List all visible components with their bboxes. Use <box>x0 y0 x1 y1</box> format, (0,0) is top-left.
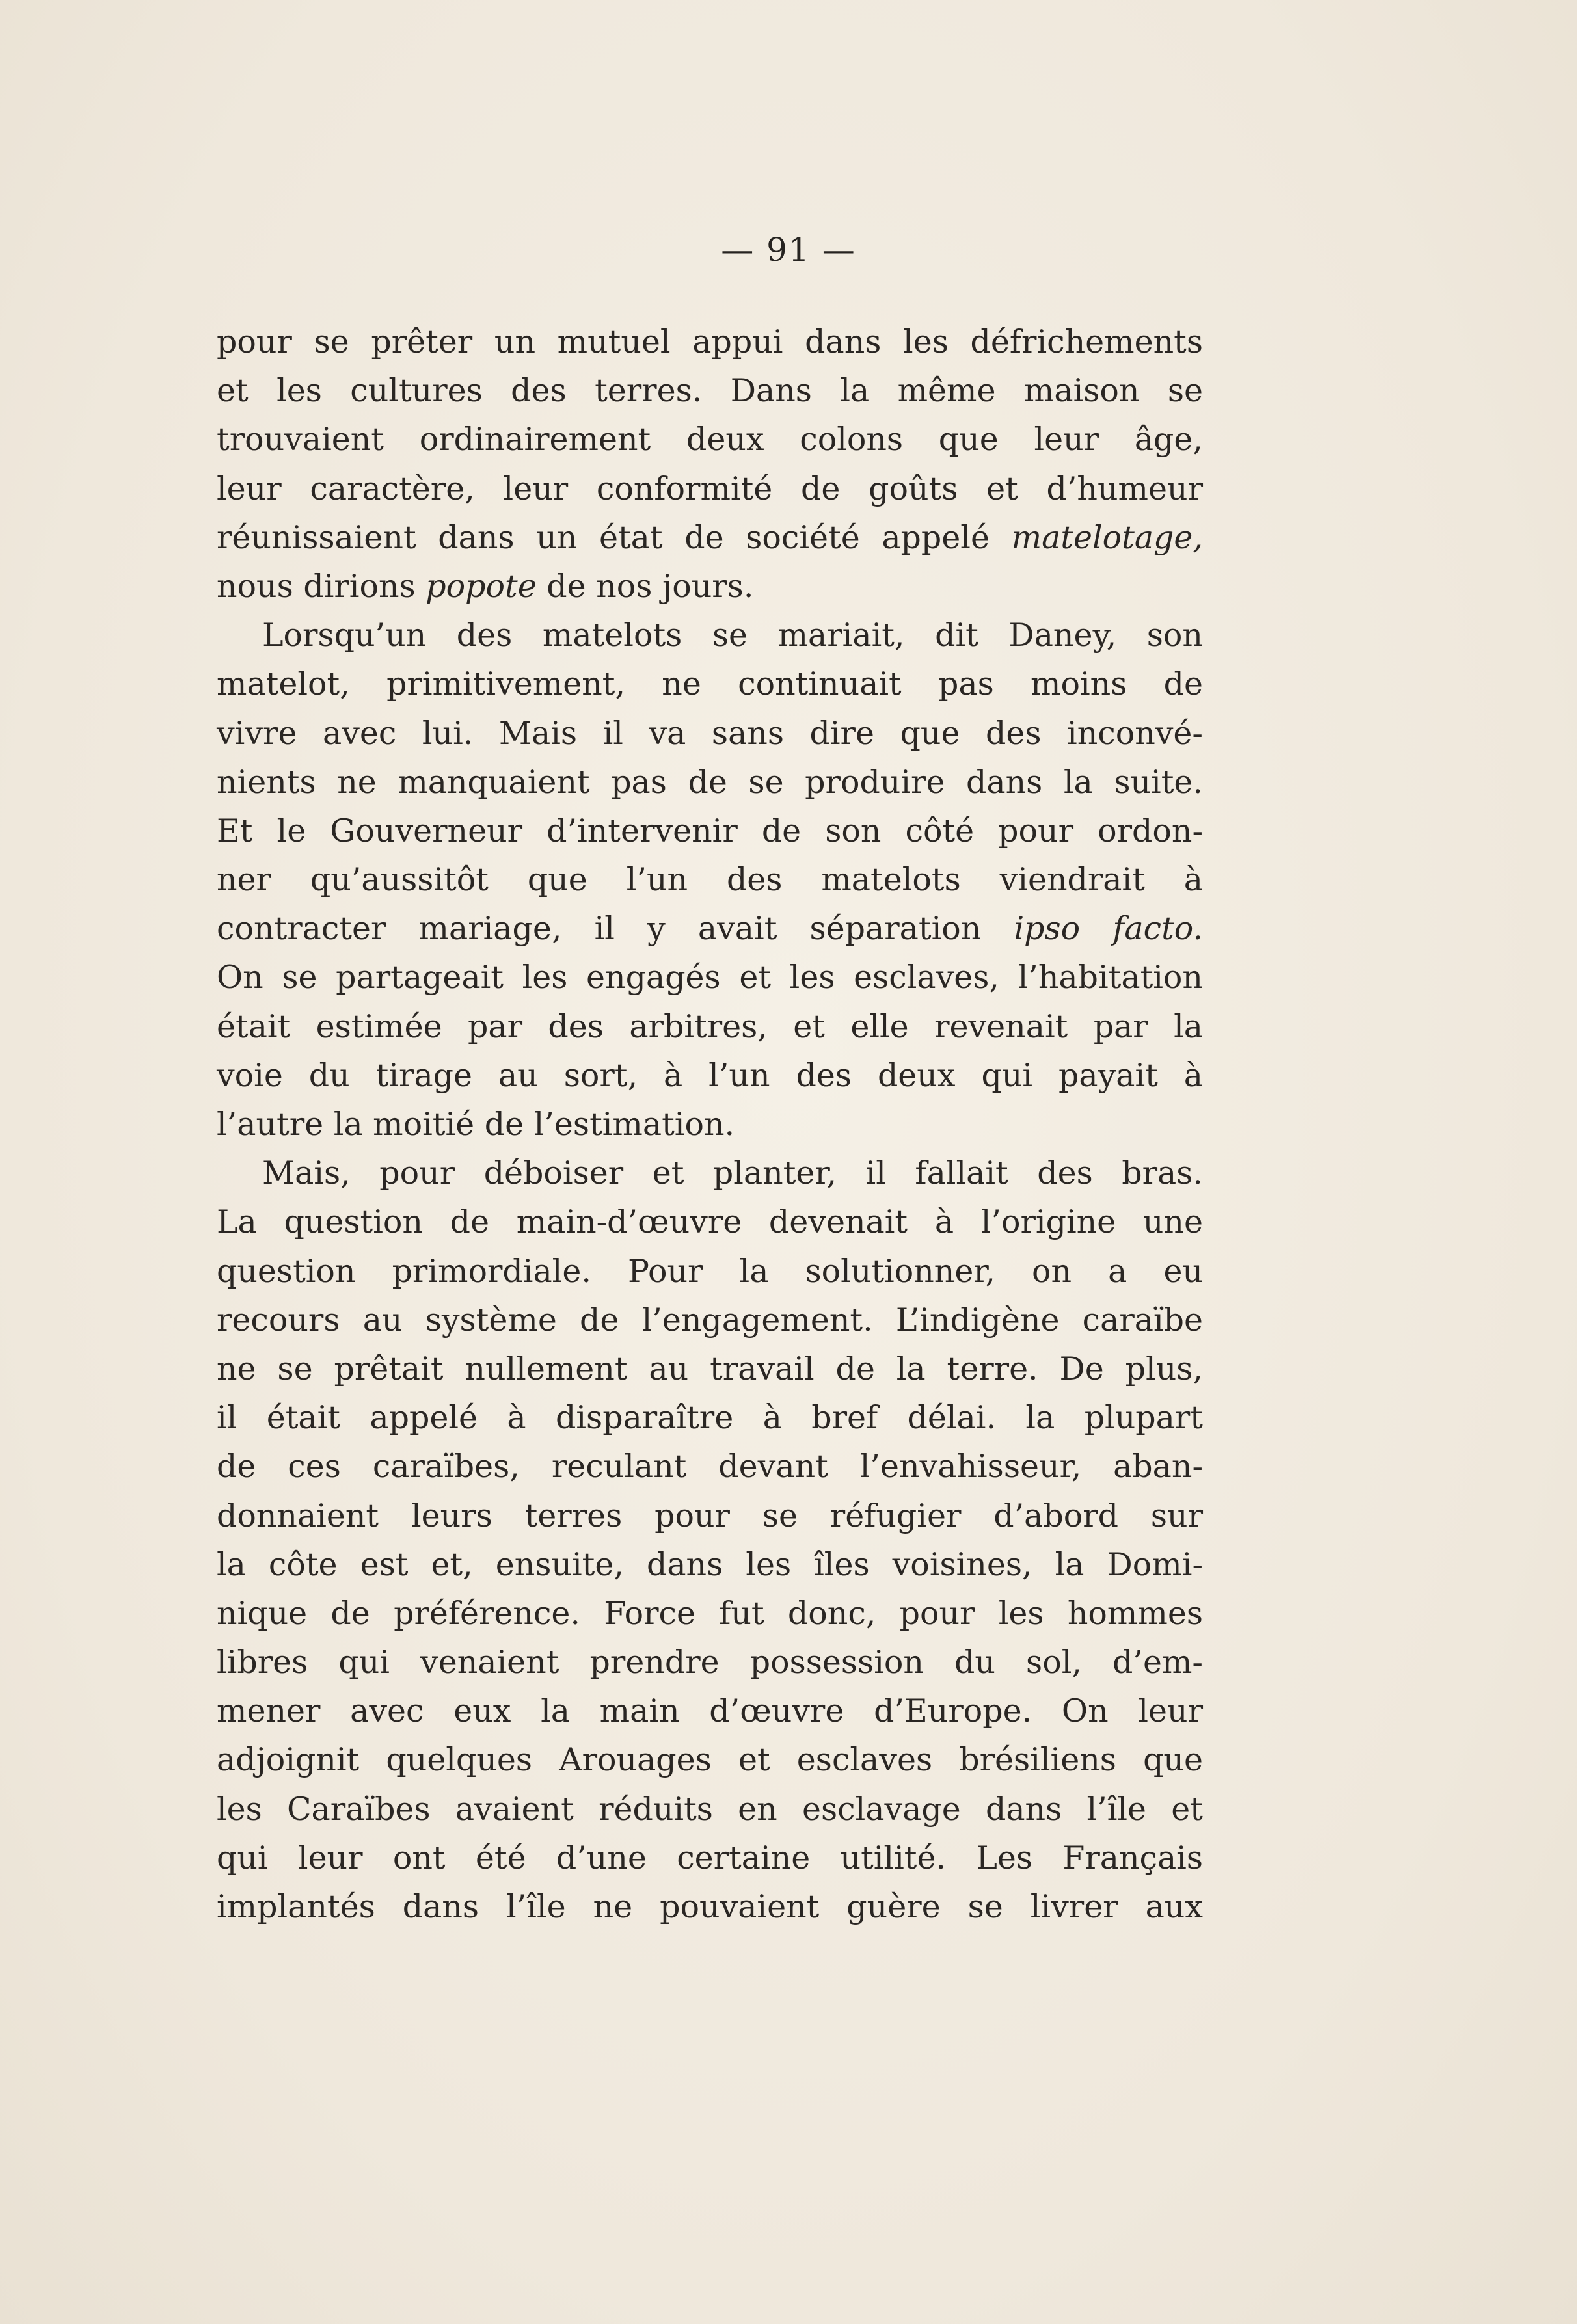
text-line <box>217 1638 1203 1687</box>
text-line <box>217 855 1203 904</box>
text-segment: Et le Gouverneur d’intervenir de son côté pour ordon- <box>217 812 1203 849</box>
text-segment: Mais, pour déboiser et planter, il fallait des bras. <box>262 1155 1203 1192</box>
text-segment: Lorsqu’un des matelots se mariait, dit Daney, son <box>262 617 1203 654</box>
text-line <box>217 1491 1203 1540</box>
italic-term: matelotage, <box>1011 518 1203 556</box>
text-segment: vivre avec lui. Mais il va sans dire que des inconvé- <box>217 714 1203 752</box>
text-line <box>217 1247 1203 1296</box>
text-segment: contracter mariage, il y avait séparation <box>217 910 1014 948</box>
text-segment: de nos jours. <box>536 567 754 605</box>
text-segment: ne se prêtait nullement au travail de la terre. De plus, <box>217 1350 1203 1387</box>
text-segment: la côte est et, ensuite, dans les îles voisines, la Domi- <box>217 1545 1203 1583</box>
text-segment: adjoignit quelques Arouages et esclaves brésiliens que <box>217 1741 1203 1779</box>
text-line <box>217 464 1203 513</box>
text-line <box>217 611 1203 660</box>
italic-term: ipso facto. <box>1014 910 1203 948</box>
text-segment: et les cultures des terres. Dans la même maison se <box>217 372 1203 410</box>
text-line <box>217 758 1203 807</box>
text-segment: nous dirions <box>217 567 426 605</box>
text-segment: l’autre la moitié de l’estimation. <box>217 1106 735 1143</box>
text-segment: trouvaient ordinairement deux colons que leur âge, <box>217 421 1203 459</box>
text-segment: réunissaient dans un état de société appelé <box>217 518 1012 556</box>
text-line <box>217 1344 1203 1393</box>
text-segment: qui leur ont été d’une certaine utilité. Les Français <box>217 1839 1203 1877</box>
text-segment: donnaient leurs terres pour se réfugier d’abord sur <box>217 1497 1203 1534</box>
text-line <box>217 709 1203 758</box>
text-segment: ner qu’aussitôt que l’un des matelots viendrait à <box>217 861 1203 899</box>
body-text <box>217 317 1203 1931</box>
text-line <box>217 1785 1203 1834</box>
text-line <box>217 1687 1203 1735</box>
text-line <box>217 1882 1203 1931</box>
text-line <box>217 1589 1203 1638</box>
text-line <box>217 1296 1203 1344</box>
text-line <box>217 513 1203 562</box>
text-segment: leur caractère, leur conformité de goûts et d’humeur <box>217 470 1203 507</box>
text-line <box>217 1834 1203 1882</box>
text-segment: nients ne manquaient pas de se produire dans la suite. <box>217 763 1203 801</box>
text-line <box>217 953 1203 1002</box>
italic-term: popote <box>425 567 537 605</box>
text-segment: question primordiale. Pour la solutionner, on a eu <box>217 1252 1203 1290</box>
text-line <box>217 1051 1203 1100</box>
text-segment: il était appelé à disparaître à bref délai. la plupart <box>217 1399 1203 1437</box>
text-line <box>217 904 1203 953</box>
text-line <box>217 1540 1203 1589</box>
text-line <box>217 366 1203 415</box>
text-segment: recours au système de l’engagement. L’indigène caraïbe <box>217 1301 1203 1339</box>
text-line <box>217 1197 1203 1246</box>
paragraph-1 <box>217 317 1203 611</box>
page-number: — 91 — <box>721 231 856 269</box>
text-line <box>217 1442 1203 1491</box>
text-line <box>217 1735 1203 1784</box>
text-segment: matelot, primitivement, ne continuait pas moins de <box>217 665 1203 703</box>
text-line <box>217 660 1203 708</box>
text-segment: On se partageait les engagés et les esclaves, l’habitation <box>217 959 1203 996</box>
text-segment: mener avec eux la main d’œuvre d’Europe. On leur <box>217 1692 1203 1730</box>
text-line <box>217 1149 1203 1197</box>
text-line <box>217 562 1203 611</box>
text-line <box>217 415 1203 464</box>
text-segment: de ces caraïbes, reculant devant l’envahisseur, aban- <box>217 1448 1203 1486</box>
text-segment: les Caraïbes avaient réduits en esclavage dans l’île et <box>217 1790 1203 1828</box>
text-line <box>217 317 1203 366</box>
text-line <box>217 1393 1203 1442</box>
text-segment: implantés dans l’île ne pouvaient guère se livrer aux <box>217 1888 1203 1925</box>
text-segment: nique de préférence. Force fut donc, pour les hommes <box>217 1594 1203 1632</box>
text-segment: pour se prêter un mutuel appui dans les défrichements <box>217 323 1203 360</box>
text-segment: était estimée par des arbitres, et elle revenait par la <box>217 1008 1203 1045</box>
text-line <box>217 1100 1203 1149</box>
paragraph-2 <box>217 611 1203 1149</box>
text-segment: La question de main-d’œuvre devenait à l’origine une <box>217 1203 1203 1241</box>
text-line <box>217 1002 1203 1051</box>
paragraph-3 <box>217 1149 1203 1931</box>
text-segment: voie du tirage au sort, à l’un des deux qui payait à <box>217 1056 1203 1094</box>
text-segment: libres qui venaient prendre possession du sol, d’em- <box>217 1644 1203 1681</box>
text-line <box>217 807 1203 855</box>
